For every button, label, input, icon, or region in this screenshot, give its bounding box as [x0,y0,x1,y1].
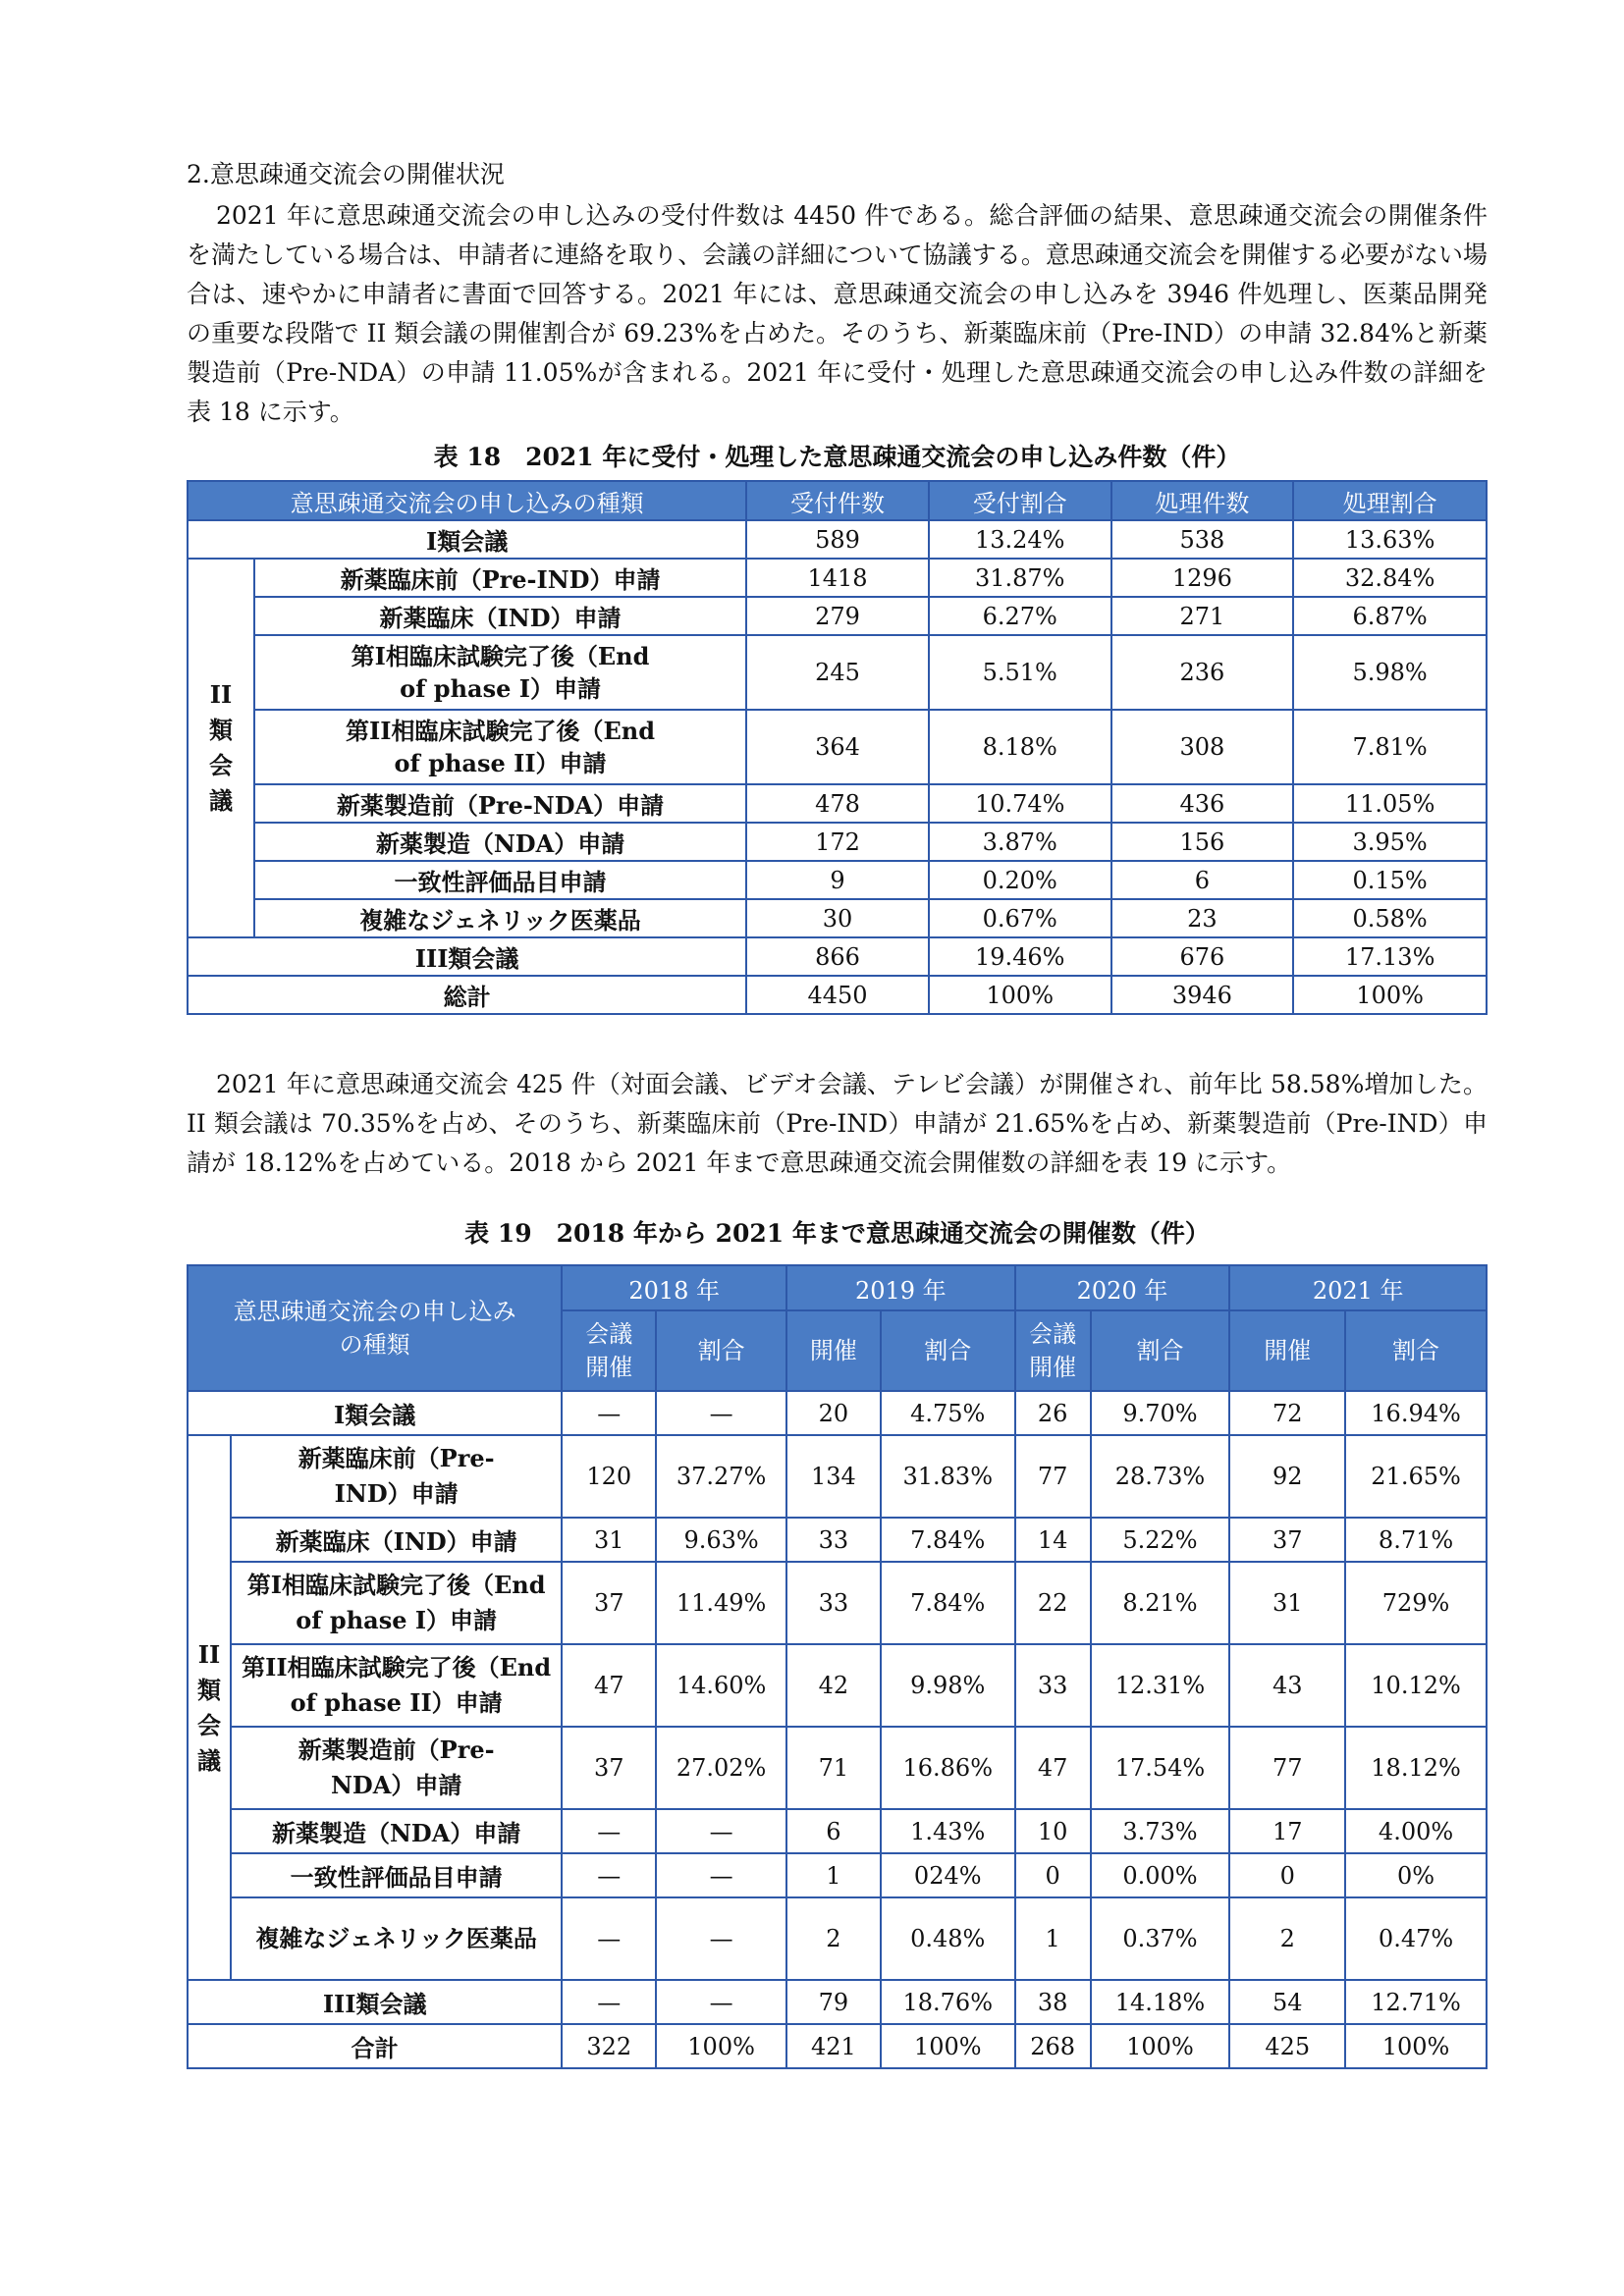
table-row [188,1897,1487,1980]
column-header: 割合 [881,1310,1015,1391]
row-label: 第I相臨床試験完了後（End of phase I）申請 [231,1562,562,1644]
column-header: 受付件数 [746,481,929,520]
table-cell: 21.65% [1345,1435,1487,1518]
table-cell: 33 [786,1518,881,1562]
table-cell: 47 [562,1644,656,1727]
table-cell: 71 [786,1727,881,1809]
table-row [188,635,1487,710]
table-cell: 6 [786,1809,881,1853]
table-cell: 18.12% [1345,1727,1487,1809]
table-cell: 0.37% [1091,1897,1230,1980]
table-cell: 72 [1229,1391,1345,1435]
table-row [188,1727,1487,1809]
row-label: 新薬臨床（IND）申請 [231,1518,562,1562]
table-cell: 7.84% [881,1562,1015,1644]
year-header: 2020 年 [1015,1265,1230,1310]
table-cell: 308 [1111,710,1294,784]
table-cell: 0.20% [929,861,1111,899]
row-label: I類会議 [188,520,746,559]
table-cell: 0% [1345,1853,1487,1897]
row-label: 一致性評価品目申請 [231,1853,562,1897]
table-cell: 12.31% [1091,1644,1230,1727]
table-cell: 0 [1229,1853,1345,1897]
row-label: 複雑なジェネリック医薬品 [254,899,746,937]
table-18 [187,480,1488,1015]
table-cell: 54 [1229,1980,1345,2024]
table-cell: — [656,1897,786,1980]
column-header: 会議開催 [562,1310,656,1391]
table-cell: 0.15% [1293,861,1487,899]
table-cell: 364 [746,710,929,784]
table-cell: 172 [746,823,929,861]
table-cell: 7.81% [1293,710,1487,784]
table-cell: 0.58% [1293,899,1487,937]
column-header: 割合 [1091,1310,1230,1391]
table-cell: 8.71% [1345,1518,1487,1562]
column-header: 開催 [786,1310,881,1391]
table-cell: 12.71% [1345,1980,1487,2024]
table-row [188,1809,1487,1853]
table-cell: 478 [746,784,929,823]
table-cell: 11.05% [1293,784,1487,823]
row-label: III類会議 [188,1980,562,2024]
year-header: 2021 年 [1229,1265,1487,1310]
table-cell: 16.94% [1345,1391,1487,1435]
table-row [188,1644,1487,1727]
table-cell: — [656,1980,786,2024]
column-header: 会議開催 [1015,1310,1091,1391]
table-cell: 10 [1015,1809,1091,1853]
table-cell: 2 [1229,1897,1345,1980]
column-header: 開催 [1229,1310,1345,1391]
table-cell: 100% [1091,2024,1230,2068]
table-cell: 14 [1015,1518,1091,1562]
table-cell: 14.18% [1091,1980,1230,2024]
table-19 [187,1264,1488,2069]
table-cell: 23 [1111,899,1294,937]
group-label [188,559,254,937]
table-cell: 100% [656,2024,786,2068]
table-cell: 22 [1015,1562,1091,1644]
table-cell: 4.00% [1345,1809,1487,1853]
table-cell: 9 [746,861,929,899]
table-header-row [188,1265,1487,1310]
table-cell: — [562,1897,656,1980]
table-cell: 31 [1229,1562,1345,1644]
section-heading: 2.意思疎通交流会の開催状況 [187,160,505,188]
table-cell: 7.84% [881,1518,1015,1562]
column-header: 受付割合 [929,481,1111,520]
column-header: 処理割合 [1293,481,1487,520]
table-cell: 92 [1229,1435,1345,1518]
table-cell: 13.63% [1293,520,1487,559]
table-row [188,520,1487,559]
row-label: 新薬製造（NDA）申請 [231,1809,562,1853]
table-row-total [188,976,1487,1014]
table-cell: 10.74% [929,784,1111,823]
table-cell: 4.75% [881,1391,1015,1435]
table-cell: 3.87% [929,823,1111,861]
table-cell: 27.02% [656,1727,786,1809]
table-cell: 0.48% [881,1897,1015,1980]
table-cell: 33 [1015,1644,1091,1727]
table-cell: — [562,1809,656,1853]
table-cell: 024% [881,1853,1015,1897]
table-row [188,710,1487,784]
table-cell: 279 [746,597,929,635]
row-label: III類会議 [188,937,746,976]
table-cell: 37 [562,1562,656,1644]
table-row [188,1853,1487,1897]
table-cell: 134 [786,1435,881,1518]
table-cell: — [562,1853,656,1897]
table-cell: — [562,1980,656,2024]
type-header [188,1265,562,1391]
table-row [188,784,1487,823]
table-row [188,1435,1487,1518]
table-cell: 1296 [1111,559,1294,597]
table-cell: 37.27% [656,1435,786,1518]
column-header: 割合 [1345,1310,1487,1391]
table-cell: 31.83% [881,1435,1015,1518]
table-cell: 43 [1229,1644,1345,1727]
table-row [188,1518,1487,1562]
row-label: 複雑なジェネリック医薬品 [231,1897,562,1980]
table-cell: 9.70% [1091,1391,1230,1435]
table-cell: 31.87% [929,559,1111,597]
table-cell: 3.95% [1293,823,1487,861]
year-header: 2019 年 [786,1265,1015,1310]
table-cell: 5.22% [1091,1518,1230,1562]
column-header: 意思疎通交流会の申し込みの種類 [188,481,746,520]
paragraph-2: 2021 年に意思疎通交流会 425 件（対面会議、ビデオ会議、テレビ会議）が開催され、前年比 58.58%増加した。II 類会議は 70.35%を占め、そのうち、新薬臨床前（Pre-IND）申請が 21.65%を占め、新薬製造前（Pre-IND）申請が 18.12%を占めている。2018 から 2021 年まで意思疎通交流会開催数の詳細を表 19 に示す。 [187,1070,1488,1177]
table-cell: 9.63% [656,1518,786,1562]
table-cell: 245 [746,635,929,710]
table-cell: 33 [786,1562,881,1644]
table-cell: 16.86% [881,1727,1015,1809]
type-header-text: 意思疎通交流会の申し込みの種類 [233,1298,516,1359]
table-19-caption: 表 19 2018 年から 2021 年まで意思疎通交流会の開催数（件） [464,1219,1210,1248]
table-cell: 1418 [746,559,929,597]
group-label [188,1435,231,1980]
table-18-caption: 表 18 2021 年に受付・処理した意思疎通交流会の申し込み件数（件） [433,443,1241,471]
table-cell: 3946 [1111,976,1294,1014]
table-cell: 4450 [746,976,929,1014]
row-label: 合計 [188,2024,562,2068]
table-cell: 47 [1015,1727,1091,1809]
group-label-text: II類会議 [208,680,233,815]
table-cell: 5.51% [929,635,1111,710]
row-label: 第II相臨床試験完了後（End of phase II）申請 [254,710,746,784]
row-label: 第II相臨床試験完了後（End of phase II）申請 [231,1644,562,1727]
table-cell: 1 [1015,1897,1091,1980]
table-cell: 31 [562,1518,656,1562]
row-label: I類会議 [188,1391,562,1435]
table-row [188,559,1487,597]
row-label: 一致性評価品目申請 [254,861,746,899]
table-row [188,597,1487,635]
table-cell: 100% [881,2024,1015,2068]
row-label: 新薬製造（NDA）申請 [254,823,746,861]
table-cell: — [656,1809,786,1853]
table-cell: 5.98% [1293,635,1487,710]
table-cell: 3.73% [1091,1809,1230,1853]
column-header: 処理件数 [1111,481,1294,520]
table-cell: 421 [786,2024,881,2068]
row-label: 新薬臨床前（Pre-IND）申請 [231,1435,562,1518]
table-cell: 0 [1015,1853,1091,1897]
table-cell: 1 [786,1853,881,1897]
table-cell: 37 [1229,1518,1345,1562]
table-cell: 236 [1111,635,1294,710]
table-cell: 538 [1111,520,1294,559]
table-row [188,937,1487,976]
table-cell: 77 [1229,1727,1345,1809]
group-label-text: II類会議 [196,1639,221,1775]
table-cell: 100% [1293,976,1487,1014]
table-cell: 0.00% [1091,1853,1230,1897]
table-cell: — [656,1391,786,1435]
table-cell: 20 [786,1391,881,1435]
table-cell: 866 [746,937,929,976]
table-row [188,899,1487,937]
table-cell: 268 [1015,2024,1091,2068]
table-cell: 436 [1111,784,1294,823]
table-cell: 13.24% [929,520,1111,559]
table-cell: 8.21% [1091,1562,1230,1644]
table-row [188,1391,1487,1435]
table-header-row [188,481,1487,520]
table-cell: 100% [1345,2024,1487,2068]
table-cell: 17.54% [1091,1727,1230,1809]
table-cell: 0.47% [1345,1897,1487,1980]
table-cell: 271 [1111,597,1294,635]
table-cell: 37 [562,1727,656,1809]
table-cell: 42 [786,1644,881,1727]
table-cell: 6.27% [929,597,1111,635]
table-cell: 0.67% [929,899,1111,937]
table-cell: 26 [1015,1391,1091,1435]
table-cell: 17.13% [1293,937,1487,976]
column-header: 割合 [656,1310,786,1391]
table-row [188,861,1487,899]
table-cell: 17 [1229,1809,1345,1853]
table-row [188,823,1487,861]
table-cell: 10.12% [1345,1644,1487,1727]
row-label: 第I相臨床試験完了後（End of phase I）申請 [254,635,746,710]
table-cell: 100% [929,976,1111,1014]
table-cell: 19.46% [929,937,1111,976]
paragraph-1: 2021 年に意思疎通交流会の申し込みの受付件数は 4450 件である。総合評価の結果、意思疎通交流会の開催条件を満たしている場合は、申請者に連絡を取り、会議の詳細について協議する。意思疎通交流会を開催する必要がない場合は、速やかに申請者に書面で回答する。2021 年には、意思疎通交流会の申し込みを 3946 件処理し、医薬品開発の重要な段階で II 類会議の開催割合が 69.23%を占めた。そのうち、新薬臨床前（Pre-IND）の申請 32.84%と新薬製造前（Pre-NDA）の申請 11.05%が含まれる。2021 年に受付・処理した意思疎通交流会の申し込み件数の詳細を表 18 に示す。 [187,201,1488,426]
row-label: 新薬製造前（Pre-NDA）申請 [254,784,746,823]
table-cell: 425 [1229,2024,1345,2068]
year-header: 2018 年 [562,1265,786,1310]
table-cell: 156 [1111,823,1294,861]
table-cell: 11.49% [656,1562,786,1644]
table-cell: — [562,1391,656,1435]
table-cell: 676 [1111,937,1294,976]
table-cell: 28.73% [1091,1435,1230,1518]
table-cell: 8.18% [929,710,1111,784]
table-cell: 79 [786,1980,881,2024]
table-cell: 589 [746,520,929,559]
row-label: 新薬臨床（IND）申請 [254,597,746,635]
row-label: 総計 [188,976,746,1014]
table-cell: 18.76% [881,1980,1015,2024]
table-row-total [188,2024,1487,2068]
table-cell: 6.87% [1293,597,1487,635]
table-cell: 77 [1015,1435,1091,1518]
table-cell: 729% [1345,1562,1487,1644]
table-cell: 6 [1111,861,1294,899]
table-cell: 9.98% [881,1644,1015,1727]
table-cell: 322 [562,2024,656,2068]
row-label: 新薬製造前（Pre-NDA）申請 [231,1727,562,1809]
table-cell: 2 [786,1897,881,1980]
table-cell: 38 [1015,1980,1091,2024]
table-cell: 14.60% [656,1644,786,1727]
table-row [188,1980,1487,2024]
table-cell: 120 [562,1435,656,1518]
table-cell: 1.43% [881,1809,1015,1853]
table-cell: 30 [746,899,929,937]
row-label: 新薬臨床前（Pre-IND）申請 [254,559,746,597]
table-row [188,1562,1487,1644]
table-cell: — [656,1853,786,1897]
table-cell: 32.84% [1293,559,1487,597]
